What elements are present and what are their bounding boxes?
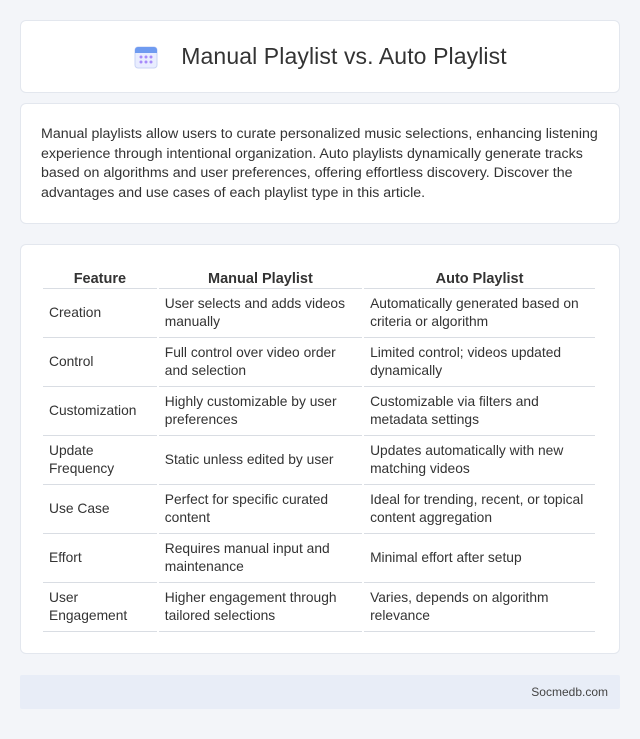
table-header-row (43, 265, 595, 289)
intro-paragraph: Manual playlists allow users to curate personalized music selections, enhancing listening experience through intentional organization. Auto playlists dynamically generate tracks based on algorithms and user preferences, offering effortless discovery. Discover the advantages and use cases of each playlist type in this article. (41, 126, 598, 201)
feature-cell: User Engagement (43, 583, 157, 632)
feature-cell: Use Case (43, 485, 157, 534)
comparison-card (20, 244, 620, 654)
comparison-table (41, 265, 597, 632)
feature-cell: Creation (43, 289, 157, 338)
feature-cell: Effort (43, 534, 157, 583)
table-row (43, 289, 595, 338)
table-row (43, 436, 595, 485)
auto-cell: Customizable via filters and metadata settings (364, 387, 595, 436)
table-row (43, 387, 595, 436)
manual-cell: Full control over video order and selection (159, 338, 362, 387)
table-row (43, 583, 595, 632)
calendar-icon (133, 44, 159, 70)
manual-cell: Requires manual input and maintenance (159, 534, 362, 583)
table-row (43, 485, 595, 534)
footer-site-link[interactable]: Socmedb.com (531, 685, 608, 699)
auto-cell: Ideal for trending, recent, or topical content aggregation (364, 485, 595, 534)
auto-cell: Limited control; videos updated dynamically (364, 338, 595, 387)
header-auto-playlist: Auto Playlist (364, 265, 595, 289)
auto-cell: Minimal effort after setup (364, 534, 595, 583)
manual-cell: Higher engagement through tailored selections (159, 583, 362, 632)
manual-cell: User selects and adds videos manually (159, 289, 362, 338)
intro-card (20, 103, 620, 224)
footer (20, 675, 620, 709)
auto-cell: Updates automatically with new matching videos (364, 436, 595, 485)
feature-cell: Update Frequency (43, 436, 157, 485)
auto-cell: Varies, depends on algorithm relevance (364, 583, 595, 632)
table-row (43, 534, 595, 583)
manual-cell: Perfect for specific curated content (159, 485, 362, 534)
header-manual-playlist: Manual Playlist (159, 265, 362, 289)
auto-cell: Automatically generated based on criteria or algorithm (364, 289, 595, 338)
feature-cell: Control (43, 338, 157, 387)
table-row (43, 338, 595, 387)
header-feature: Feature (43, 265, 157, 289)
title-card (20, 20, 620, 93)
feature-cell: Customization (43, 387, 157, 436)
manual-cell: Static unless edited by user (159, 436, 362, 485)
manual-cell: Highly customizable by user preferences (159, 387, 362, 436)
page-title: Manual Playlist vs. Auto Playlist (181, 43, 507, 69)
